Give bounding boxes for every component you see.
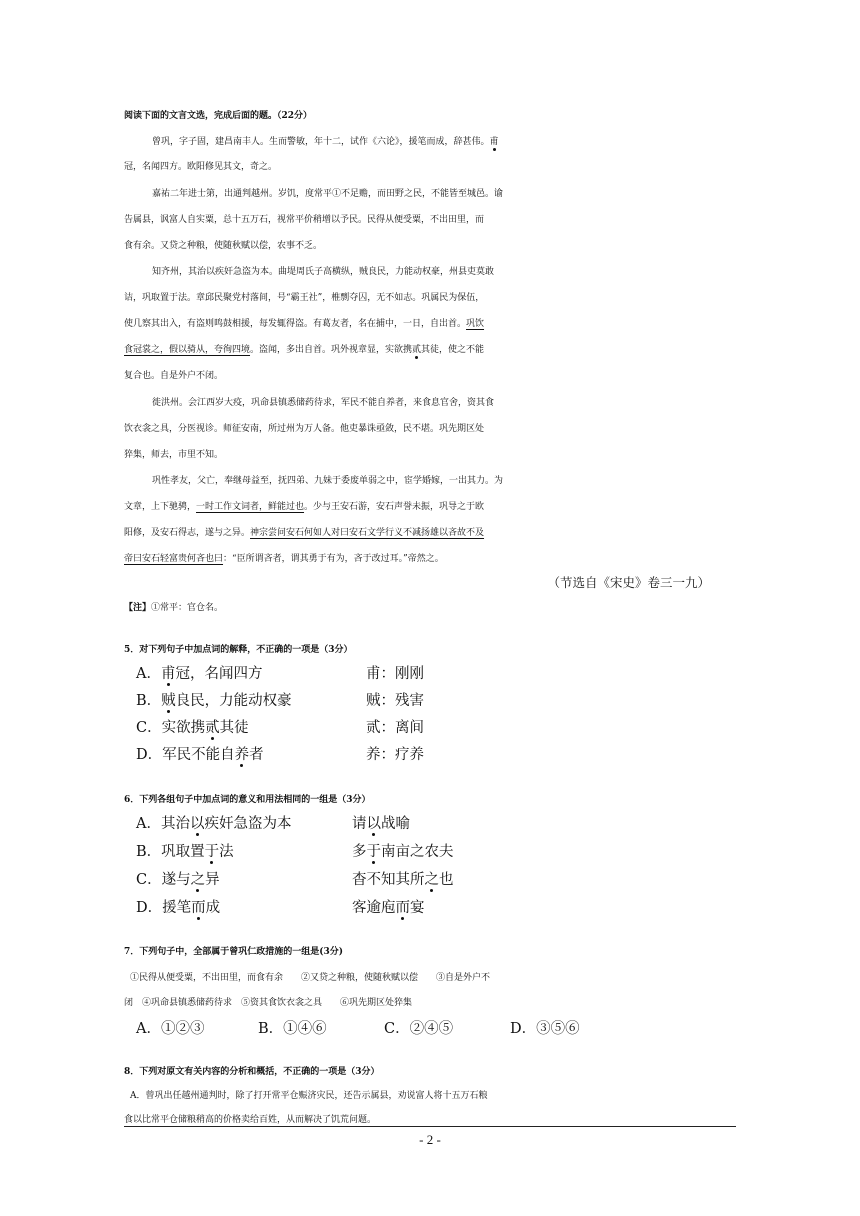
footnote: 【注】①常平：官仓名。	[124, 603, 224, 613]
question-5-stem: 5．对下列句子中加点词的解释，不正确的一项是（3分）	[124, 645, 353, 655]
q8-option-a-line: 食以比常平仓储粮稍高的价格卖给百姓，从而解决了饥荒问题。	[124, 1115, 377, 1125]
footer-rule	[124, 1126, 736, 1127]
q7-statements-line: ①民得从便受粟，不出田里，而食有余 ②又贷之种粮，使随秋赋以偿 ③自是外户不	[130, 973, 491, 983]
passage-intro: 阅读下面的文言文选，完成后面的题。（22分）	[124, 111, 313, 121]
question-6-stem: 6．下列各组句子中加点词的意义和用法相同的一组是（3分）	[124, 795, 371, 805]
passage-line: 徙洪州。会江西岁大疫，巩命县镇悉储药待求，军民不能自养者，来食息官舍，资其食	[152, 398, 495, 408]
passage-line: 食冠裳之，假以骑从，夸徇四境。盗闻，多出自首。巩外视章显，实欲携贰其徒，使之不能	[124, 345, 485, 355]
q6-option-c-pair: 杳不知其所之也	[352, 872, 454, 888]
passage-line: 嘉祐二年进士第，出通判越州。岁饥，度常平①不足赡，而田野之民，不能皆至城邑。谕	[152, 189, 504, 199]
underlined-sentence: 巩饮	[466, 319, 485, 329]
q7-choice-d: D．③⑤⑥	[510, 1021, 580, 1037]
q7-choice-c: C．②④⑤	[384, 1021, 454, 1037]
q6-option-b: B．巩取置于法	[136, 844, 234, 860]
q7-choice-b: B．①④⑥	[258, 1021, 327, 1037]
underlined-sentence: 帝曰安石轻富贵何吝也曰	[124, 554, 224, 564]
q5-option-c-explanation: 贰：离间	[366, 720, 424, 736]
dotted-word: 贰	[412, 345, 422, 355]
passage-line: 阳修，及安石得志，遂与之异。神宗尝问安石何如人对曰安石文学行义不减扬雄以吝故不及	[124, 528, 485, 538]
passage-line: 告属县，讽富人自实粟，总十五万石，视常平价稍增以予民。民得从便受粟，不出田里，而	[124, 215, 485, 225]
q5-option-a: A．甫冠，名闻四方	[136, 666, 263, 682]
passage-line: 曾巩，字子固，建昌南丰人。生而警敏，年十二，试作《六论》，援笔而成，辞甚伟。甫	[152, 137, 499, 147]
passage-line: 复合也。自是外户不闭。	[124, 371, 224, 381]
passage-line: 巩性孝友，父亡，奉继母益至，抚四弟、九妹于委废单弱之中，宦学婚嫁，一出其力。为	[152, 476, 504, 486]
passage-source: （节选自《宋史》卷三一九）	[547, 575, 710, 590]
underlined-sentence: 一时工作文词者，鲜能过也	[196, 502, 305, 512]
q5-option-b-explanation: 贼：残害	[366, 693, 424, 709]
q6-option-a: A．其治以疾奸急盗为本	[136, 816, 292, 832]
q8-option-a-line: A．曾巩出任越州通判时，除了打开常平仓赈济灾民，还告示属县，劝说富人将十五万石粮	[130, 1091, 488, 1101]
q6-option-d: D．援笔而成	[136, 900, 221, 916]
passage-line: 帝曰安石轻富贵何吝也曰：“臣所谓吝者，谓其勇于有为，吝于改过耳。”帝然之。	[124, 554, 444, 564]
q6-option-a-pair: 请以战喻	[352, 816, 410, 832]
underlined-sentence: 神宗尝问安石何如人对曰安石文学行义不减扬雄以吝故不及	[250, 528, 485, 538]
q5-option-d: D．军民不能自养者	[136, 747, 264, 763]
q6-option-c: C．遂与之异	[136, 872, 220, 888]
page-number: - 2 -	[419, 1132, 441, 1147]
underlined-sentence: 食冠裳之，假以骑从，夸徇四境	[124, 345, 251, 355]
q6-option-b-pair: 多于南亩之农夫	[352, 844, 454, 860]
passage-line: 文章，上下驰骋，一时工作文词者，鲜能过也。少与王安石游，安石声誉未振，巩导之于欧	[124, 502, 485, 512]
passage-line: 饮衣衾之具，分医视诊。师征安南，所过州为万人备。他吏暴诛亟敛，民不堪。巩先期区处	[124, 424, 485, 434]
q5-option-a-explanation: 甫：刚刚	[366, 666, 424, 682]
passage-line: 使几察其出入，有盗则鸣鼓相援，每发辄得盗。有葛友者，名在捕中，一日，自出首。巩饮	[124, 319, 485, 329]
q5-option-d-explanation: 养：疗养	[366, 747, 424, 763]
dotted-word: 甫	[489, 137, 499, 147]
q6-option-d-pair: 客逾庖而宴	[352, 900, 425, 916]
passage-line: 诘，巩取置于法。章邱民聚党村落间，号“霸王社”，椎剽夺囚，无不如志。巩属民为保伍，	[124, 293, 485, 303]
question-8-stem: 8．下列对原文有关内容的分析和概括，不正确的一项是（3分）	[124, 1067, 380, 1077]
q5-option-b: B．贼良民，力能动权豪	[136, 693, 292, 709]
passage-line: 猝集，师去，市里不知。	[124, 450, 224, 460]
q7-choice-a: A．①②③	[136, 1021, 205, 1037]
passage-line: 食有余。又贷之种粮，使随秋赋以偿，农事不乏。	[124, 241, 323, 251]
passage-line: 冠，名闻四方。欧阳修见其文，奇之。	[124, 162, 278, 172]
q5-option-c: C．实欲携贰其徒	[136, 720, 249, 736]
q7-statements-line: 闭 ④巩命县镇悉储药待求 ⑤资其食饮衣衾之具 ⑥巩先期区处猝集	[124, 998, 413, 1008]
question-7-stem: 7．下列句子中，全部属于曾巩仁政措施的一组是(3分)	[124, 947, 344, 957]
passage-line: 知齐州，其治以疾奸急盗为本。曲堤周氏子高横纵，贼良民，力能动权豪，州县吏莫敢	[152, 267, 495, 277]
